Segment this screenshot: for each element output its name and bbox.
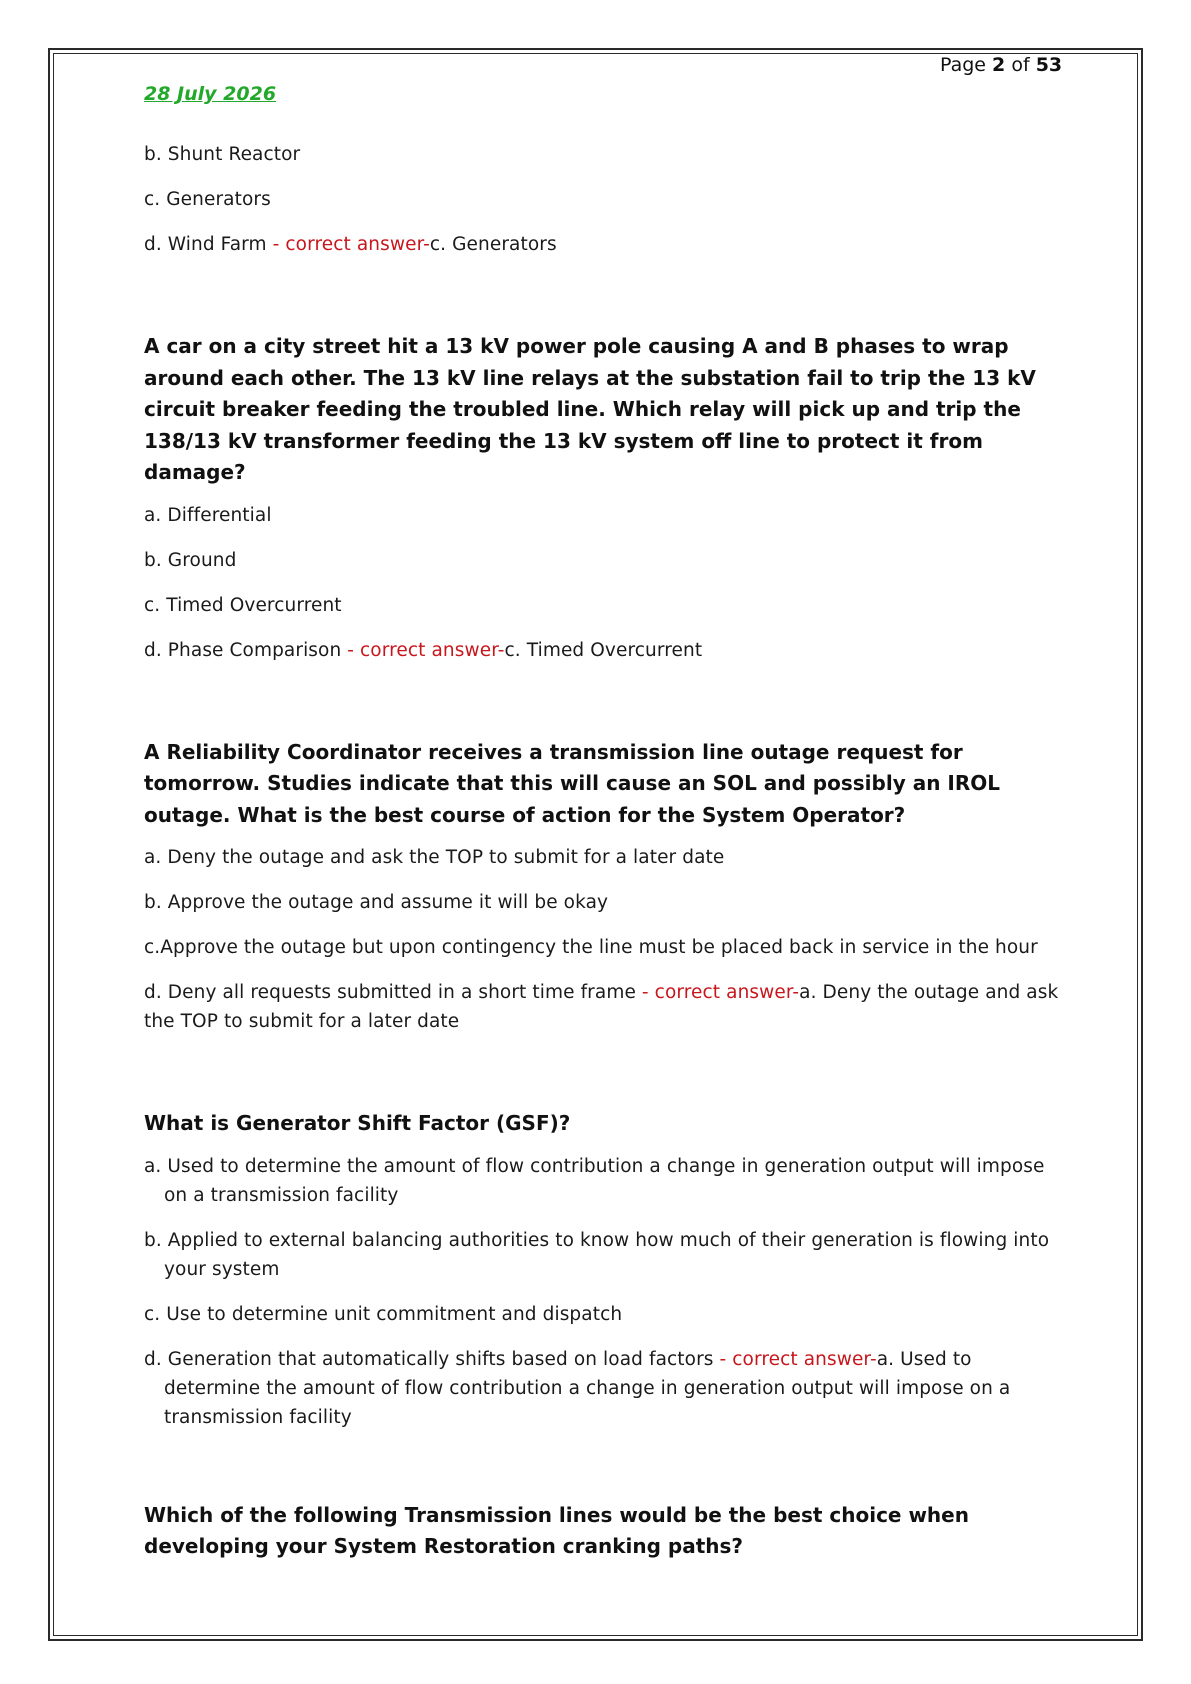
spacer	[144, 681, 1064, 737]
option-with-answer: d. Phase Comparison - correct answer-c. Timed Overcurrent	[144, 639, 703, 661]
option-with-answer: d. Wind Farm - correct answer-c. Generators	[144, 234, 557, 255]
option: c. Generators	[144, 189, 271, 210]
correct-answer-label: - correct answer-	[641, 982, 800, 1003]
option: b. Applied to external balancing authorities to know how much of their generation is flowing into your system	[144, 1229, 1050, 1280]
option: b. Ground	[144, 549, 237, 571]
correct-answer-label: - correct answer-	[272, 234, 430, 255]
option: b. Shunt Reactor	[144, 144, 301, 165]
correct-answer-text: a. Used to determine the amount of flow contribution a change in generation output will impose on a transmission facility	[164, 1348, 1011, 1428]
document-body	[144, 140, 1064, 1575]
correct-answer-label: - correct answer-	[347, 639, 505, 661]
option: a. Used to determine the amount of flow contribution a change in generation output will impose on a transmission facility	[144, 1155, 1045, 1206]
option: c.Approve the outage but upon contingency the line must be placed back in service in the hour	[144, 937, 1038, 958]
question-text: A car on a city street hit a 13 kV power pole causing A and B phases to wrap around each other. The 13 kV line relays at the substation fail to trip the 13 kV circuit breaker feeding the troubled line. Which relay will pick up and trip the 138/13 kV transformer feeding the 13 kV system off line to protect it from damage?	[144, 334, 1036, 484]
question-text: A Reliability Coordinator receives a transmission line outage request for tomorrow. Studies indicate that this will cause an SOL and possibly an IROL outage. What is the best course of action for the System Operator?	[144, 739, 1000, 827]
question-text: What is Generator Shift Factor (GSF)?	[144, 1111, 571, 1135]
correct-answer-label: - correct answer-	[719, 1348, 877, 1370]
option: a. Differential	[144, 504, 272, 526]
question-text: Which of the following Transmission lines would be the best choice when developing your System Restoration cranking paths?	[144, 1502, 969, 1558]
correct-answer-text: c. Timed Overcurrent	[504, 639, 703, 661]
option: b. Approve the outage and assume it will be okay	[144, 892, 609, 913]
correct-answer-text: a. Deny the outage and ask the TOP to submit for a later date	[144, 982, 1059, 1032]
page-number: Page 2 of 53	[940, 54, 1063, 76]
document-date: 28 July 2026	[144, 83, 277, 105]
spacer	[144, 275, 1064, 331]
spacer	[144, 1448, 1064, 1500]
option: c. Use to determine unit commitment and dispatch	[144, 1303, 623, 1325]
option-with-answer: d. Generation that automatically shifts based on load factors - correct answer-a. Used to determine the amount of flow contribution a change in generation output will impose on a transmission facility	[144, 1348, 1011, 1428]
option: c. Timed Overcurrent	[144, 594, 342, 616]
option: a. Deny the outage and ask the TOP to submit for a later date	[144, 847, 725, 868]
spacer	[144, 1052, 1064, 1108]
option-with-answer: d. Deny all requests submitted in a short time frame - correct answer-a. Deny the outage and ask the TOP to submit for a later date	[144, 982, 1059, 1032]
correct-answer-text: c. Generators	[429, 234, 557, 255]
